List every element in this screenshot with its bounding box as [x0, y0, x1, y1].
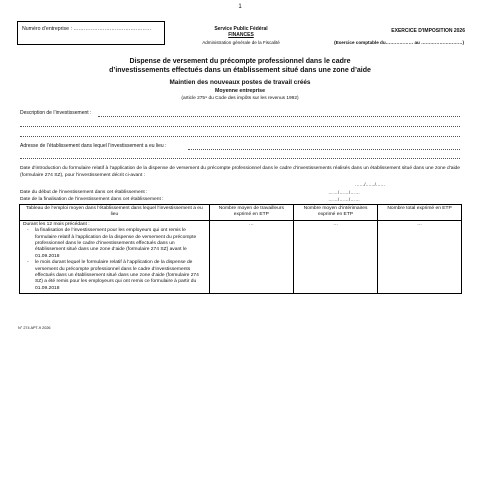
description-line-2[interactable]: [20, 126, 460, 127]
entreprise-number-box[interactable]: [17, 21, 165, 45]
address-label: Adresse de l’établissement dans lequel l’investissement a eu lieu :: [20, 143, 167, 149]
exercice-imposition: EXERCICE D'IMPOSITION 2026: [391, 28, 465, 34]
table-header-total: Nombre total exprimé en ETP: [378, 205, 462, 221]
page-number: 1: [238, 4, 242, 10]
description-label: Description de l’investissement :: [20, 110, 92, 116]
end-date-label: Date de la finalisation de l’investissement dans cet établissement :: [20, 197, 164, 202]
table-row-item-2: - le mois durant lequel le formulaire relatif à l’application de la dispense de versement du précompte professionnel dans le cadre d’investissements effectués dans un établissement situé dans une zone d’aide (formulaire 274 SZ) a été remis pour les employeurs qui ont remis ce formulaire à partir du 01.09.2018: [35, 260, 206, 292]
company-size: Moyenne entreprise: [214, 88, 266, 94]
form-title-line-1: Dispense de versement du précompte professionnel dans le cadre: [129, 58, 351, 65]
exercice-comptable[interactable]: (Exercice comptable du……………… au ………………………): [334, 40, 464, 45]
address-line-1[interactable]: [188, 149, 460, 150]
address-line-2[interactable]: [20, 158, 460, 159]
end-date-value[interactable]: ……/……/……: [328, 197, 360, 202]
entreprise-number-label: Numéro d’entreprise : ………………………………………: [22, 26, 152, 32]
table-header-interim: Nombre moyen d’intérimaires exprimé en ETP: [293, 205, 377, 221]
end-date-row: [20, 197, 460, 202]
interim-etp-value[interactable]: …: [293, 220, 377, 293]
spf-header: [186, 26, 296, 38]
table-row-items: [23, 228, 206, 292]
table-row-intro: Durant les 12 mois précédant :: [23, 221, 90, 227]
spf-name: Service Public Fédéral: [214, 26, 268, 32]
employment-table: [19, 204, 462, 294]
form-title-line-2: d’investissements effectués dans un établissement situé dans une zone d’aide: [109, 66, 371, 74]
introduction-date[interactable]: ……/……/……: [355, 182, 386, 187]
spf-finances: FINANCES: [228, 32, 254, 38]
form-title: [30, 58, 450, 75]
workers-etp-value[interactable]: …: [209, 220, 293, 293]
introduction-paragraph: [20, 166, 460, 179]
article-reference: (article 275⁹ du Code des impôts sur les revenus 1992): [181, 96, 299, 101]
description-line-1[interactable]: [98, 116, 460, 117]
table-row: [20, 220, 462, 293]
table-header-row: [20, 205, 462, 221]
form-footer-code: N° 274 APT-9 2026: [18, 326, 51, 330]
table-row-item-1: - la finalisation de l’investissement pour les employeurs qui ont remis le formulaire relatif à l’application de la dispense de versement du précompte professionnel dans le cadre d’investissements effectués dans un établissement situé dans une zone d’aide (formulaire 274 SZ) avant le 01.09.2018: [35, 228, 206, 260]
administration-label: Administration générale de la Fiscalité: [202, 40, 280, 45]
start-date-value[interactable]: ……/……/……: [328, 190, 360, 195]
table-header-workers: Nombre moyen de travailleurs exprimé en ETP: [209, 205, 293, 221]
table-row-description: [20, 220, 210, 293]
total-etp-value[interactable]: …: [378, 220, 462, 293]
table-header-description: Tableau de l’emploi moyen dans l’établissement dans lequel l’investissement a eu lieu: [20, 205, 210, 221]
introduction-text: Date d’introduction du formulaire relatif à l’application de la dispense de versement du précompte professionnel dans le cadre d’investissements réalisés dans un établissement situé dans une zone d’aide (formulaire 274 SZ), pour l’investissement décrit ci-avant :: [20, 166, 460, 178]
description-line-3[interactable]: [20, 136, 460, 137]
start-date-label: Date du début de l’investissement dans cet établissement :: [20, 190, 148, 195]
start-date-row: [20, 190, 460, 195]
form-subtitle: Maintien des nouveaux postes de travail créés: [169, 79, 311, 86]
